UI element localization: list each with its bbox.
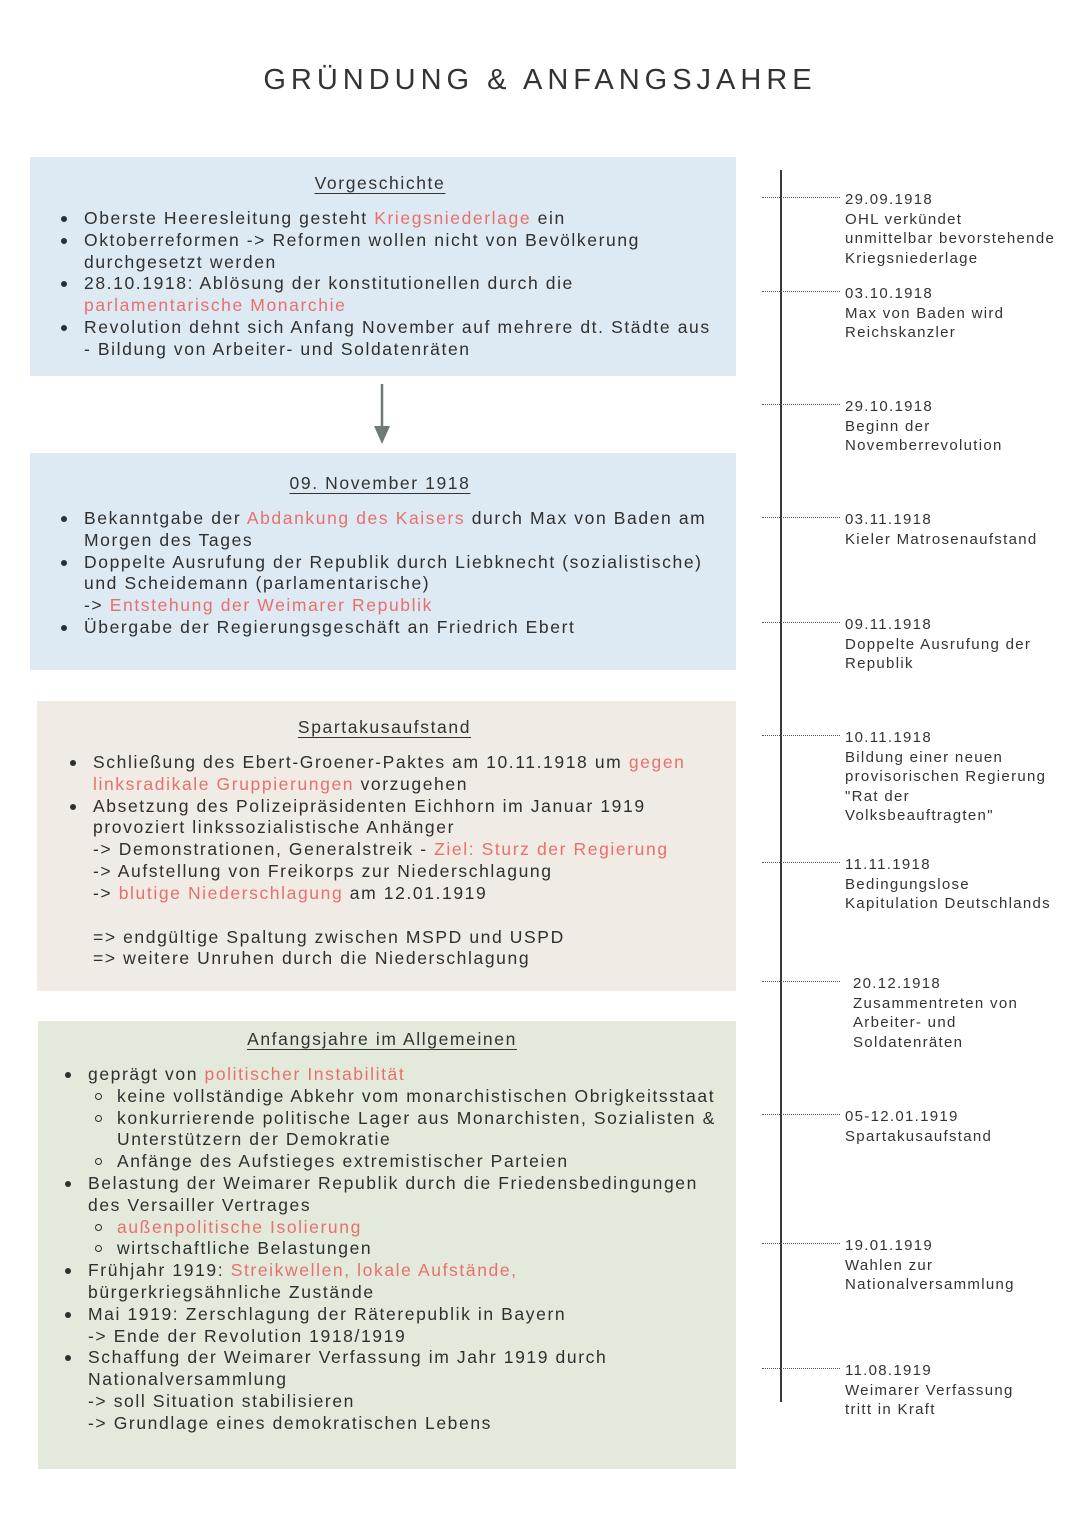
timeline-entry xyxy=(845,855,1080,914)
bullet-item xyxy=(44,273,716,317)
text: bürgerkriegsähnliche Zustände xyxy=(88,1281,375,1302)
highlighted-text: Streikwellen, lokale Aufstände, xyxy=(230,1260,518,1281)
timeline-tick xyxy=(762,981,840,982)
arrow-line xyxy=(53,861,716,883)
box-list xyxy=(53,752,716,970)
text: Bekanntgabe der xyxy=(84,508,247,528)
bullet-item xyxy=(53,752,716,796)
timeline-axis xyxy=(780,170,782,1402)
timeline-entry xyxy=(845,397,1080,456)
arrow-line xyxy=(48,1391,716,1413)
bullet-item xyxy=(48,1260,716,1304)
box-heading: 09. November 1918 xyxy=(289,473,471,493)
text: Anfänge des Aufstieges extremistischer Parteien xyxy=(117,1151,569,1172)
text: ein xyxy=(531,208,566,228)
sub-bullet-item xyxy=(48,1108,716,1152)
box-list xyxy=(48,1064,716,1435)
page-title: GRÜNDUNG & ANFANGSJAHRE xyxy=(263,64,817,96)
spacer xyxy=(53,905,716,927)
text: geprägt von xyxy=(88,1064,205,1084)
highlighted-text: gegen linksradikale Gruppierungen xyxy=(93,752,686,794)
text: Mai 1919: Zerschlagung der Räterepublik in Bayern xyxy=(88,1303,567,1324)
timeline-date: 29.09.1918 xyxy=(845,191,934,208)
timeline-text: Doppelte Ausrufung der xyxy=(845,635,1032,653)
timeline-date: 03.11.1918 xyxy=(845,511,932,528)
bullet-item xyxy=(48,1064,716,1086)
timeline-text: Kieler Matrosenaufstand xyxy=(845,530,1038,548)
arrow-line xyxy=(48,1326,716,1348)
text: => endgültige Spaltung zwischen MSPD und USPD xyxy=(93,926,565,947)
timeline-text: unmittelbar bevorstehende xyxy=(845,230,1056,247)
text: konkurrierende politische Lager aus Monarchisten, Sozialisten & Unterstützern der Demokratie xyxy=(117,1107,716,1150)
timeline-date: 11.08.1919 xyxy=(845,1362,932,1379)
highlighted-text: blutige Niederschlagung xyxy=(118,882,344,903)
timeline-entry xyxy=(845,190,1080,268)
timeline-text: OHL verkündet xyxy=(845,210,963,228)
text: -> xyxy=(84,595,110,616)
highlighted-text: parlamentarische Monarchie xyxy=(84,295,347,316)
text: -> xyxy=(93,882,119,903)
timeline-entry xyxy=(845,284,1080,343)
box-list xyxy=(44,508,716,639)
box-heading: Vorgeschichte xyxy=(314,173,446,193)
arrow-line xyxy=(44,595,716,617)
timeline-text: Soldatenräten xyxy=(853,1033,964,1051)
text: => weitere Unruhen durch die Niederschlagung xyxy=(93,948,531,969)
timeline-tick xyxy=(762,197,840,198)
timeline-entry xyxy=(845,1236,1080,1295)
text: Übergabe der Regierungsgeschäft an Friedrich Ebert xyxy=(84,616,576,637)
text: Doppelte Ausrufung der Republik durch Liebknecht (sozialistische) und Scheidemann (parlamentarische) xyxy=(84,551,703,594)
timeline-tick xyxy=(762,1114,840,1115)
highlighted-text: Kriegsniederlage xyxy=(374,208,532,228)
arrow-line xyxy=(53,883,716,905)
timeline-date: 10.11.1918 xyxy=(845,729,932,746)
box-spartakus xyxy=(37,701,736,991)
box-list xyxy=(44,208,716,361)
text: -> Grundlage eines demokratischen Lebens xyxy=(88,1412,493,1433)
timeline-date: 11.11.1918 xyxy=(845,856,931,873)
timeline-text: Spartakusaufstand xyxy=(845,1127,993,1145)
sub-bullet-item xyxy=(48,1086,716,1108)
bullet-item xyxy=(53,796,716,840)
down-arrow-icon xyxy=(372,384,392,446)
bullet-item xyxy=(48,1347,716,1391)
timeline-text: provisorischen Regierung xyxy=(845,768,1047,785)
timeline-tick xyxy=(762,735,840,736)
timeline-tick xyxy=(762,1243,840,1244)
timeline-text: Wahlen zur xyxy=(845,1256,934,1274)
timeline-tick xyxy=(762,404,840,405)
bullet-item xyxy=(44,552,716,596)
timeline-tick xyxy=(762,291,840,292)
timeline-text: Arbeiter- und xyxy=(853,1014,957,1031)
timeline-text: Novemberrevolution xyxy=(845,437,1003,454)
timeline-text: Kapitulation Deutschlands xyxy=(845,895,1051,912)
bullet-item xyxy=(44,208,716,230)
arrow-line xyxy=(53,839,716,861)
sub-bullet-item xyxy=(48,1217,716,1239)
timeline-tick xyxy=(762,1368,840,1369)
timeline-text: Beginn der xyxy=(845,417,931,435)
text: -> Aufstellung von Freikorps zur Niederschlagung xyxy=(93,860,553,881)
timeline-text: Kriegsniederlage xyxy=(845,249,979,267)
text: Frühjahr 1919: xyxy=(88,1260,231,1281)
timeline-date: 29.10.1918 xyxy=(845,398,934,415)
timeline-text: Bedingungslose xyxy=(845,875,970,893)
bullet-item xyxy=(44,617,716,639)
box-anfangsjahre xyxy=(38,1021,736,1469)
text: keine vollständige Abkehr vom monarchistischen Obrigkeitsstaat xyxy=(117,1085,716,1106)
highlighted-text: Abdankung des Kaisers xyxy=(246,508,466,528)
timeline-entry xyxy=(845,615,1080,674)
text: wirtschaftliche Belastungen xyxy=(117,1238,373,1259)
text: -> soll Situation stabilisieren xyxy=(88,1390,355,1411)
box-vorgeschichte xyxy=(30,157,736,376)
timeline-date: 19.01.1919 xyxy=(845,1237,934,1254)
timeline-date: 20.12.1918 xyxy=(853,975,942,992)
timeline-text: "Rat der xyxy=(845,787,910,805)
sub-bullet-item xyxy=(48,1238,716,1260)
timeline-text: tritt in Kraft xyxy=(845,1401,936,1418)
text: Schaffung der Weimarer Verfassung im Jahr 1919 durch Nationalversammlung xyxy=(88,1347,608,1390)
text: Belastung der Weimarer Republik durch die Friedensbedingungen des Versailler Vertrages xyxy=(88,1172,698,1215)
highlighted-text: Entstehung der Weimarer Republik xyxy=(109,595,433,616)
text: -> Ende der Revolution 1918/1919 xyxy=(88,1325,407,1346)
bullet-item xyxy=(48,1173,716,1217)
text: 28.10.1918: Ablösung der konstitutionellen durch die xyxy=(84,273,574,294)
text: vorzugehen xyxy=(354,773,469,794)
text: -> Demonstrationen, Generalstreik - xyxy=(93,839,435,860)
text: durch Max von Baden am Morgen des Tages xyxy=(84,508,707,550)
arrow-line xyxy=(48,1413,716,1435)
highlighted-text: politischer Instabilität xyxy=(204,1064,406,1084)
timeline-date: 05-12.01.1919 xyxy=(845,1108,959,1125)
timeline-text: Reichskanzler xyxy=(845,324,957,341)
timeline-entry xyxy=(845,510,1080,549)
bullet-item xyxy=(48,1304,716,1326)
timeline-entry xyxy=(845,1107,1080,1146)
text: Oberste Heeresleitung gesteht xyxy=(84,208,375,228)
timeline-tick xyxy=(762,622,840,623)
sub-bullet-item xyxy=(48,1151,716,1173)
arrow-line xyxy=(53,948,716,970)
timeline-text: Weimarer Verfassung xyxy=(845,1381,1014,1399)
timeline-text: Republik xyxy=(845,655,914,672)
highlighted-text: Ziel: Sturz der Regierung xyxy=(434,839,669,860)
timeline-text: Zusammentreten von xyxy=(853,994,1019,1012)
text: Revolution dehnt sich Anfang November auf mehrere dt. Städte aus - Bildung von Arbeiter- und Soldatenräten xyxy=(84,316,711,359)
highlighted-text: außenpolitische Isolierung xyxy=(117,1216,362,1237)
timeline-date: 09.11.1918 xyxy=(845,616,932,633)
bullet-item xyxy=(44,230,716,274)
timeline-tick xyxy=(762,862,840,863)
timeline-text: Max von Baden wird xyxy=(845,304,1005,322)
box-heading: Spartakusaufstand xyxy=(297,717,472,737)
text: Absetzung des Polizeipräsidenten Eichhorn im Januar 1919 provoziert linkssozialistische Anhänger xyxy=(93,795,646,838)
timeline-tick xyxy=(762,517,840,518)
text: Oktoberreformen -> Reformen wollen nicht von Bevölkerung durchgesetzt werden xyxy=(84,229,641,272)
bullet-item xyxy=(44,508,716,552)
text: Schließung des Ebert-Groener-Paktes am 10.11.1918 um xyxy=(93,752,629,772)
arrow-line xyxy=(53,927,716,949)
timeline-text: Nationalversammlung xyxy=(845,1276,1015,1293)
timeline-entry xyxy=(845,1361,1080,1420)
timeline-entry xyxy=(853,974,1080,1052)
timeline-text: Volksbeauftragten" xyxy=(845,807,994,824)
timeline-date: 03.10.1918 xyxy=(845,285,934,302)
timeline-entry xyxy=(845,728,1080,826)
box-november xyxy=(30,453,736,670)
bullet-item xyxy=(44,317,716,361)
box-heading: Anfangsjahre im Allgemeinen xyxy=(247,1029,517,1049)
timeline-text: Bildung einer neuen xyxy=(845,748,1004,766)
text: am 12.01.1919 xyxy=(343,882,488,903)
